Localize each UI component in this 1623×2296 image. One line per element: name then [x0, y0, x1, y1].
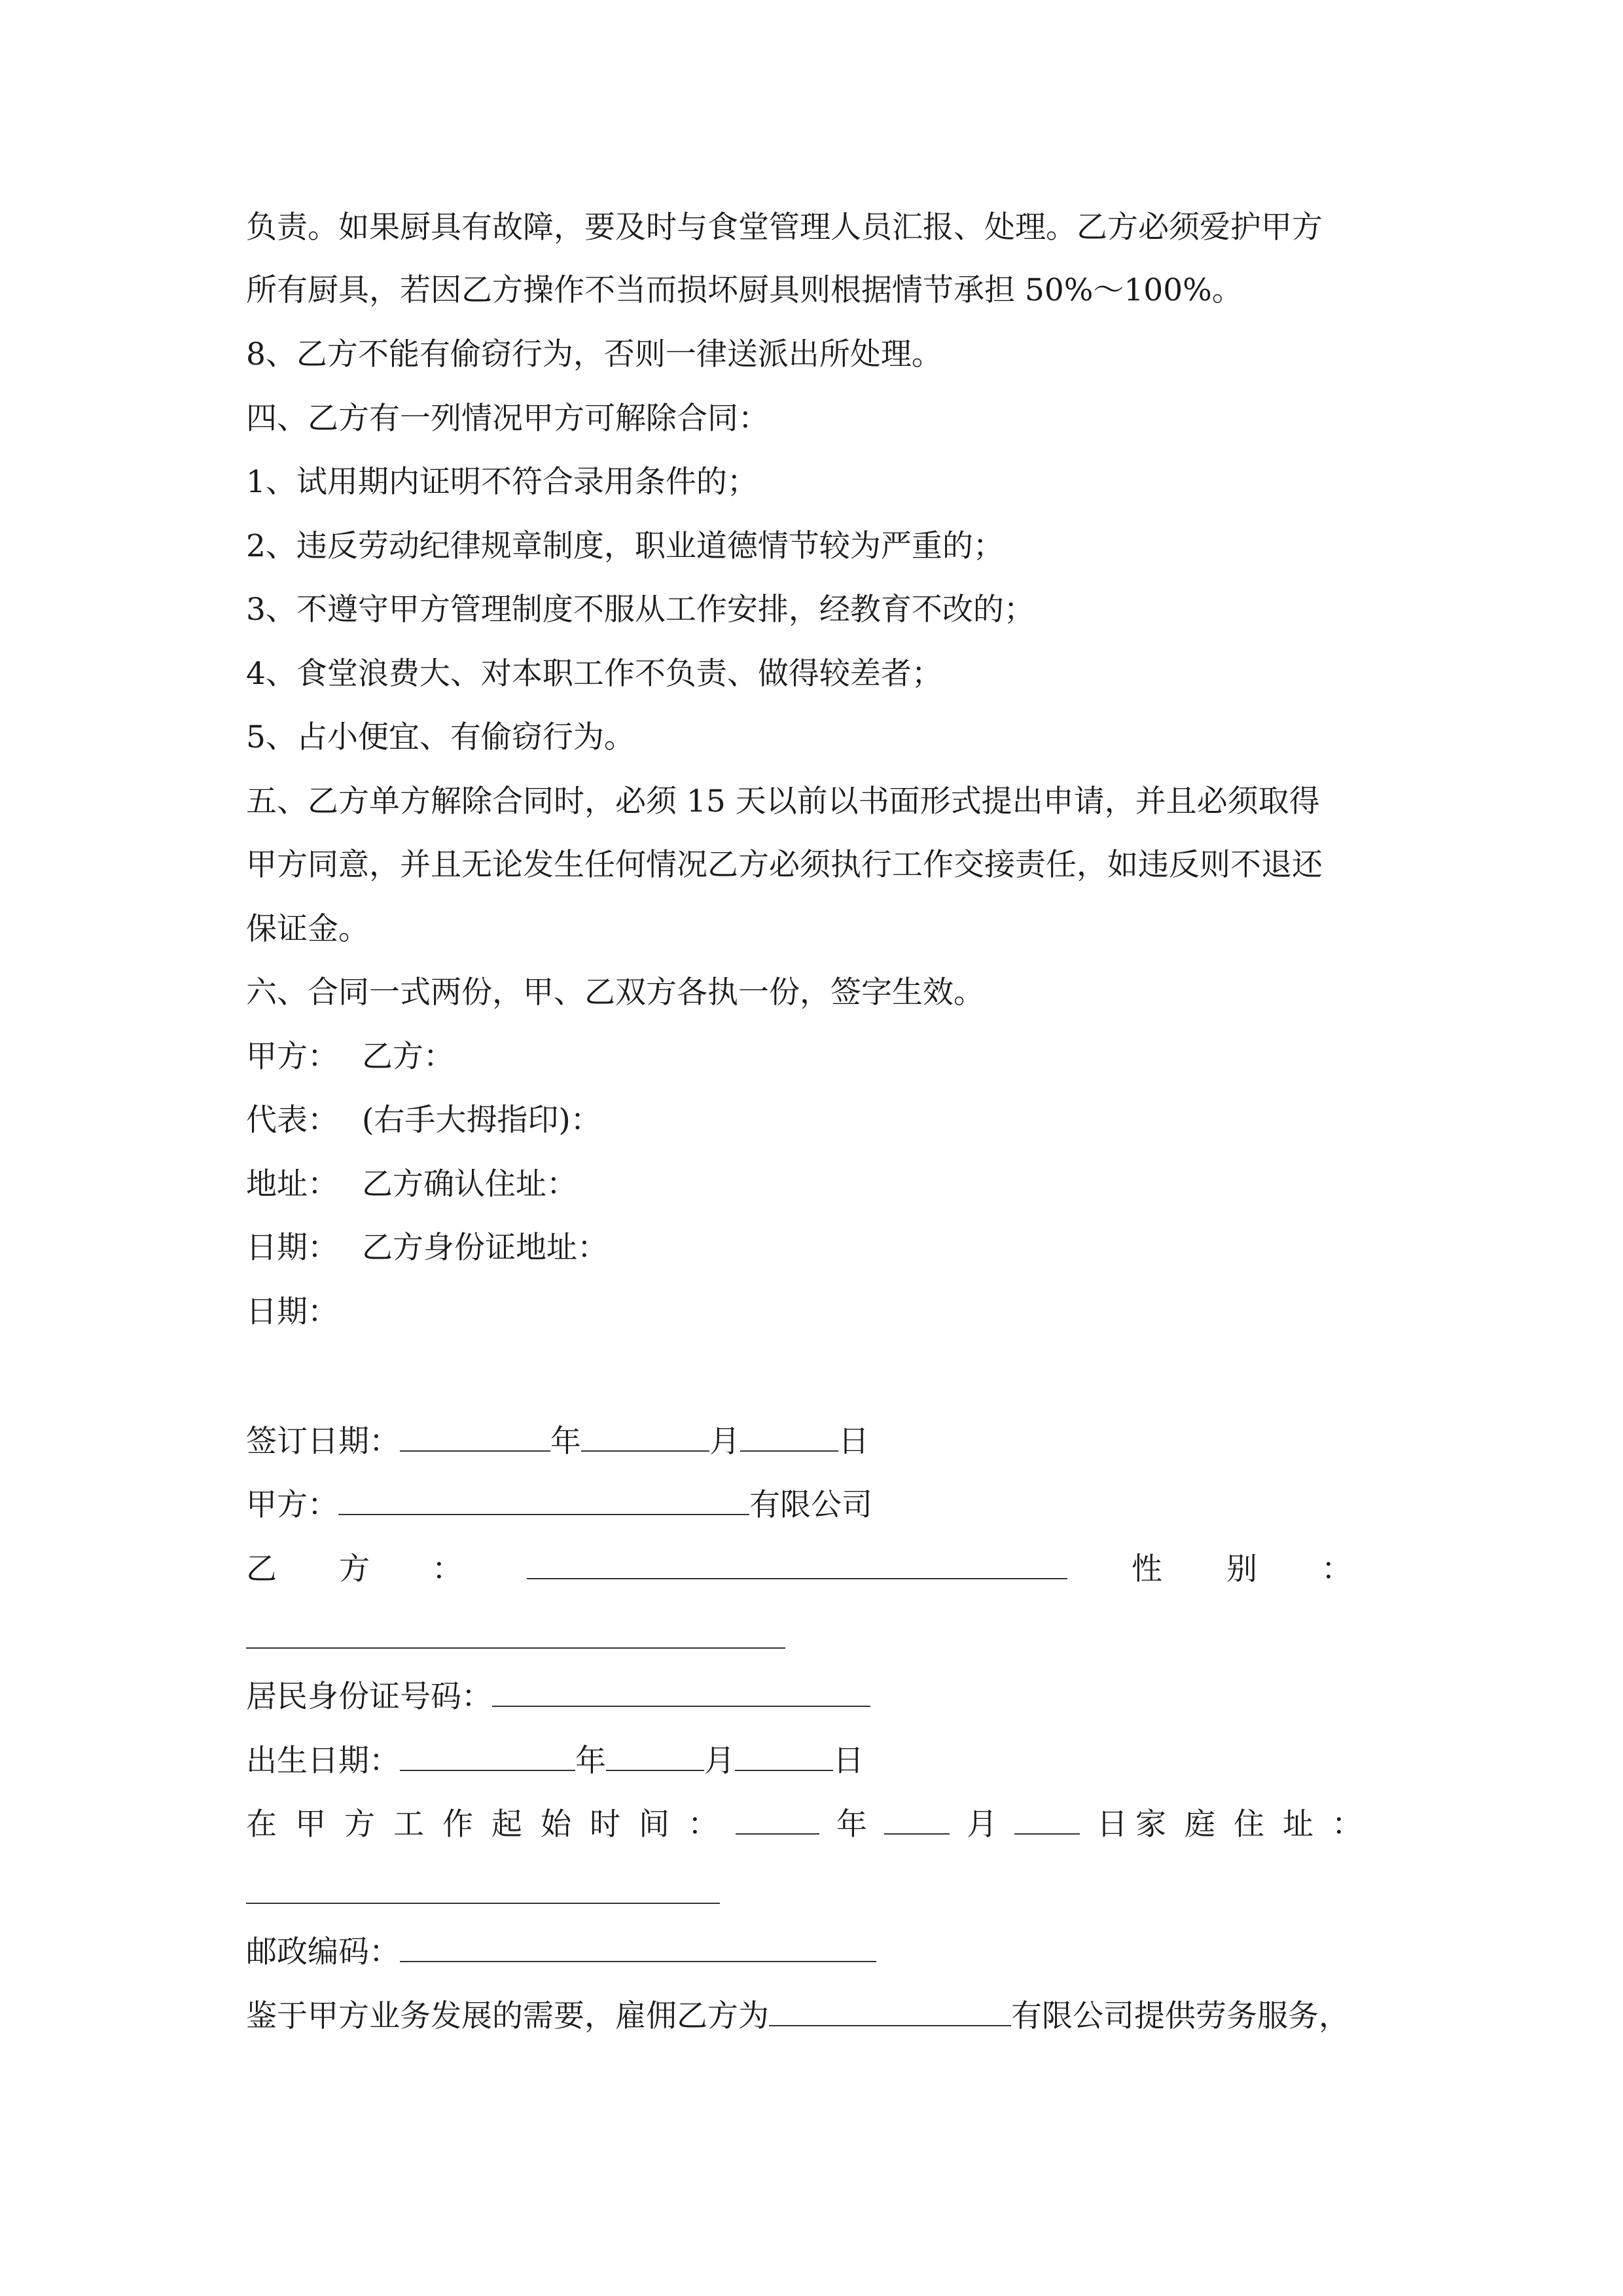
clause-8: 8、乙方不能有偷窃行为，否则一律送派出所处理。 [246, 336, 942, 372]
home-address-char: 庭 [1185, 1806, 1215, 1842]
employment-line [246, 1995, 1349, 2036]
representative-label: 代表： [246, 1102, 338, 1138]
signature-row [246, 1165, 577, 1204]
work-start-char: 起 [491, 1806, 522, 1842]
paragraph-line: 负责。如果厨具有故障，要及时与食堂管理人员汇报、处理。乙方必须爱护甲方 [246, 209, 1323, 245]
year-blank[interactable] [400, 1420, 550, 1452]
signature-row [246, 1037, 454, 1077]
gender-char: 性 [1132, 1551, 1162, 1587]
date-label: 日期： [246, 1230, 338, 1266]
party-b-label: 乙方： [362, 1039, 454, 1075]
year-label: 年 [836, 1806, 867, 1842]
birth-year-blank[interactable] [400, 1740, 575, 1771]
company-name-blank[interactable] [338, 1484, 749, 1515]
work-start-char: ： [688, 1806, 719, 1842]
year-label: 年 [550, 1424, 581, 1460]
home-address-char: 址 [1283, 1806, 1313, 1842]
party-b-char: 乙 [246, 1551, 277, 1587]
month-label: 月 [704, 1743, 735, 1779]
month-label: 月 [967, 1806, 997, 1842]
section-6-heading: 六、合同一式两份，甲、乙双方各执一份，签字生效。 [246, 975, 984, 1011]
sign-date-label: 签订日期： [246, 1424, 400, 1460]
employment-text: 有限公司提供劳务服务， [1011, 1998, 1349, 2034]
party-b-gender-row [246, 1548, 1352, 1589]
home-address-char: 家 [1135, 1806, 1166, 1842]
work-start-char: 始 [541, 1806, 571, 1842]
employment-text: 鉴于甲方业务发展的需要，雇佣乙方为 [246, 1998, 769, 2034]
home-address-char: ： [1332, 1806, 1363, 1842]
work-start-char: 间 [639, 1806, 669, 1842]
id-number-row [246, 1676, 870, 1717]
party-a-label: 甲方： [246, 1487, 338, 1523]
postcode-label: 邮政编码： [246, 1934, 400, 1970]
thumbprint-label: (右手大拇指印)： [362, 1102, 601, 1138]
gender-blank[interactable] [246, 1647, 785, 1649]
postcode-blank[interactable] [400, 1931, 876, 1962]
work-start-char: 方 [344, 1806, 375, 1842]
work-day-blank[interactable] [1014, 1803, 1080, 1835]
party-b-char: 方 [339, 1551, 370, 1587]
day-blank[interactable] [740, 1420, 838, 1452]
birth-day-blank[interactable] [735, 1740, 833, 1771]
party-a-company-row [246, 1484, 872, 1525]
section-5-line: 甲方同意，并且无论发生任何情况乙方必须执行工作交接责任，如违反则不退还 [246, 847, 1323, 883]
gender-char: 别 [1226, 1551, 1257, 1587]
work-start-row [246, 1803, 1363, 1844]
id-number-label: 居民身份证号码： [246, 1679, 492, 1715]
birth-date-row [246, 1740, 864, 1781]
signature-row [246, 1101, 601, 1140]
date-label: 日期： [246, 1294, 338, 1330]
work-start-char: 甲 [295, 1806, 326, 1842]
sign-date-row [246, 1420, 869, 1462]
address-label: 地址： [246, 1166, 338, 1202]
section-4-heading: 四、乙方有一列情况甲方可解除合同： [246, 401, 769, 437]
birth-month-blank[interactable] [606, 1740, 704, 1771]
party-b-confirm-address-label: 乙方确认住址： [362, 1166, 577, 1202]
colon: ： [432, 1551, 463, 1587]
day-label: 日 [1097, 1806, 1128, 1842]
home-address-blank[interactable] [246, 1903, 720, 1904]
day-label: 日 [838, 1424, 869, 1460]
birth-date-label: 出生日期： [246, 1743, 400, 1779]
colon: ： [1321, 1551, 1352, 1587]
day-label: 日 [833, 1743, 864, 1779]
year-label: 年 [575, 1743, 606, 1779]
party-b-id-address-label: 乙方身份证地址： [362, 1230, 608, 1266]
employer-company-blank[interactable] [769, 1995, 1011, 2026]
section-5-line: 五、乙方单方解除合同时，必须 15 天以前以书面形式提出申请，并且必须取得 [246, 783, 1320, 819]
work-month-blank[interactable] [884, 1803, 950, 1835]
work-start-char: 作 [442, 1806, 473, 1842]
party-b-name-blank[interactable] [527, 1548, 1067, 1579]
party-a-label: 甲方： [246, 1039, 338, 1075]
home-address-char: 住 [1234, 1806, 1264, 1842]
list-item: 2、违反劳动纪律规章制度，职业道德情节较为严重的； [246, 528, 1004, 564]
company-suffix: 有限公司 [749, 1487, 872, 1523]
id-number-blank[interactable] [492, 1676, 870, 1707]
work-start-char: 工 [393, 1806, 424, 1842]
list-item: 3、不遵守甲方管理制度不服从工作安排，经教育不改的； [246, 592, 1035, 628]
work-start-char: 在 [246, 1806, 277, 1842]
work-start-char: 时 [590, 1806, 620, 1842]
list-item: 4、食堂浪费大、对本职工作不负责、做得较差者； [246, 656, 942, 692]
paragraph-line: 所有厨具，若因乙方操作不当而损坏厨具则根据情节承担 50%～100%。 [246, 272, 1243, 308]
postcode-row [246, 1931, 876, 1972]
list-item: 5、占小便宜、有偷窃行为。 [246, 719, 635, 755]
list-item: 1、试用期内证明不符合录用条件的； [246, 464, 758, 500]
signature-row [246, 1293, 338, 1332]
month-label: 月 [709, 1424, 740, 1460]
month-blank[interactable] [581, 1420, 709, 1452]
signature-row [246, 1229, 608, 1268]
section-5-line: 保证金。 [246, 911, 369, 947]
work-year-blank[interactable] [736, 1803, 819, 1835]
